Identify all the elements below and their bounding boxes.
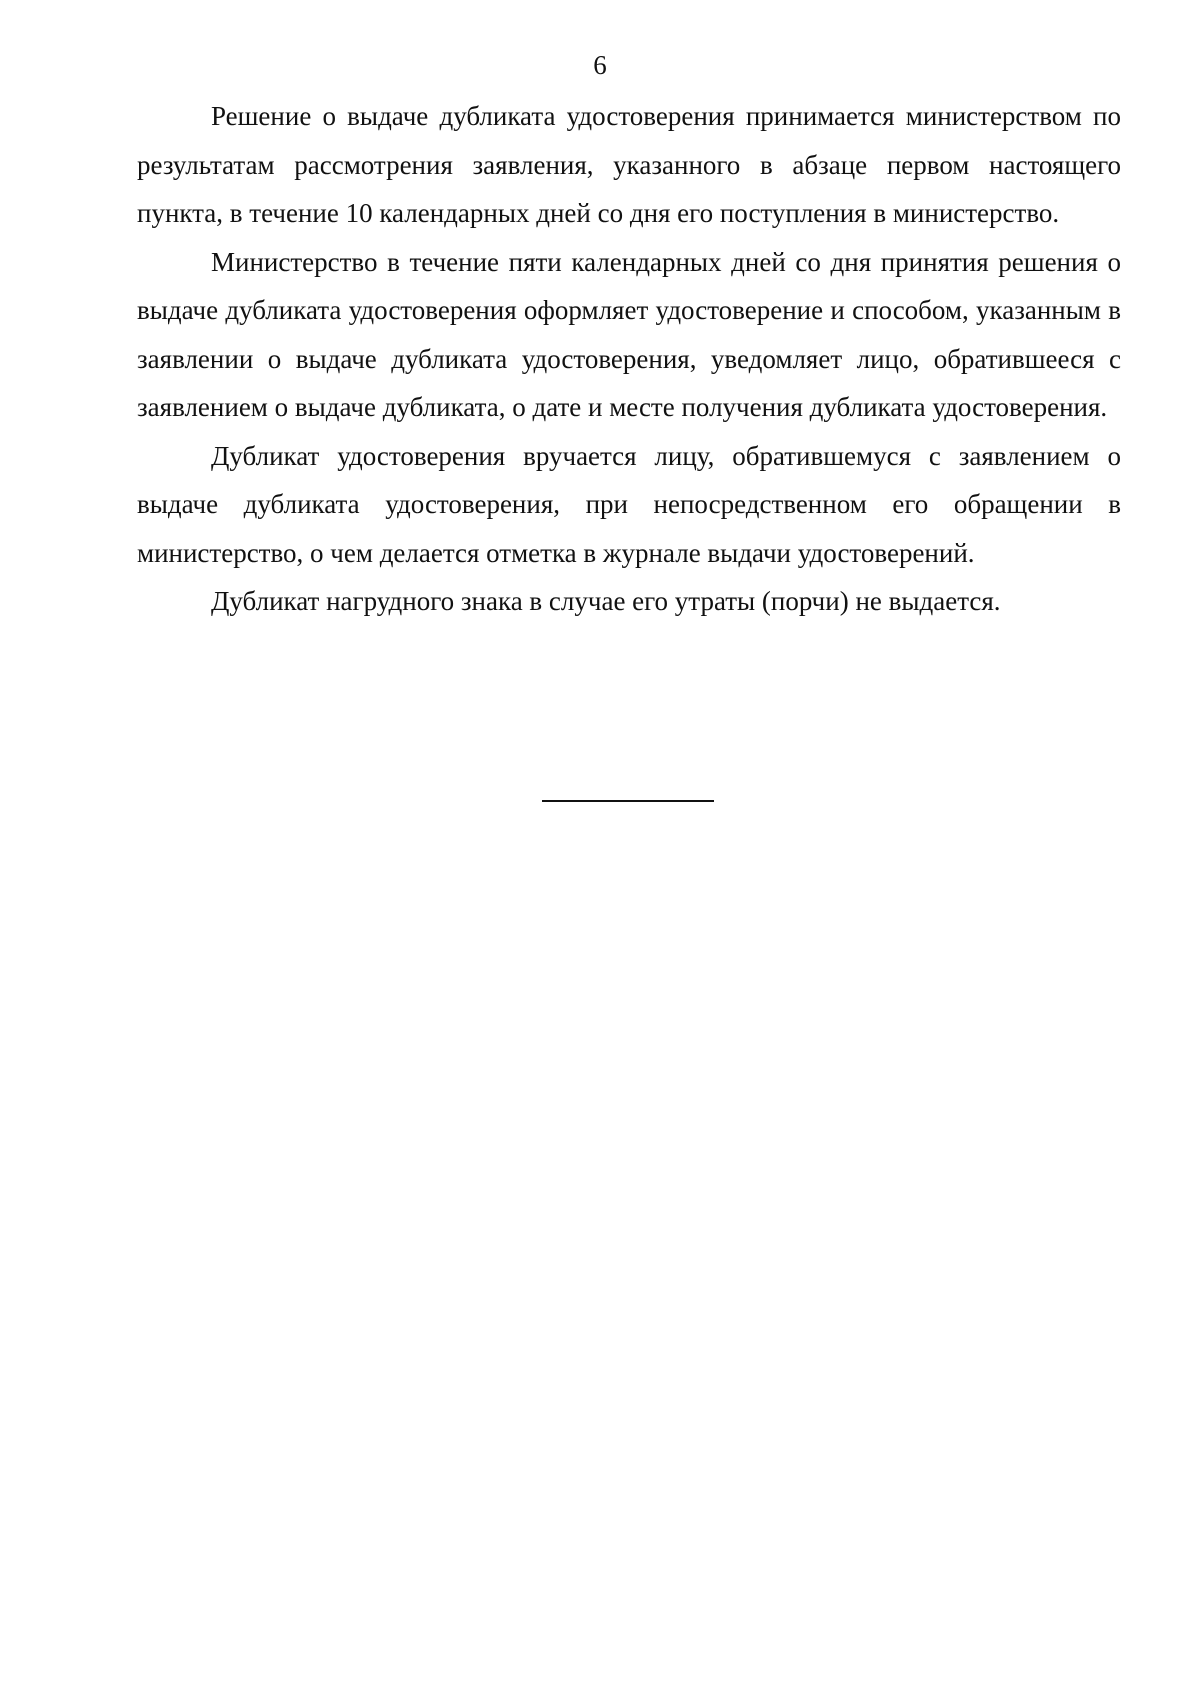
end-of-document-rule: [542, 800, 714, 802]
page-number: 6: [593, 50, 607, 80]
paragraph-handover: Дубликат удостоверения вручается лицу, обратившемуся с заявлением о выдаче дубликата удостоверения, при непосредственном его обращении в министерство, о чем делается отметка в журнале выдачи удостоверений.: [137, 440, 1121, 568]
paragraph-badge-duplicate: Дубликат нагрудного знака в случае его утраты (порчи) не выдается.: [211, 586, 1001, 616]
paragraph-duplicate-decision: Решение о выдаче дубликата удостоверения принимается министерством по результатам рассмотрения заявления, указанного в абзаце первом настоящего пункта, в течение 10 календарных дней со дня его поступления в министерство.: [137, 101, 1121, 228]
paragraph-notification: Министерство в течение пяти календарных дней со дня принятия решения о выдаче дубликата удостоверения оформляет удостоверение и способом, указанным в заявлении о выдаче дубликата удостоверения, уведомляет лицо, обратившееся с заявлением о выдаче дубликата, о дате и месте получения дубликата удостоверения.: [137, 246, 1121, 422]
document-body: [137, 92, 1121, 626]
